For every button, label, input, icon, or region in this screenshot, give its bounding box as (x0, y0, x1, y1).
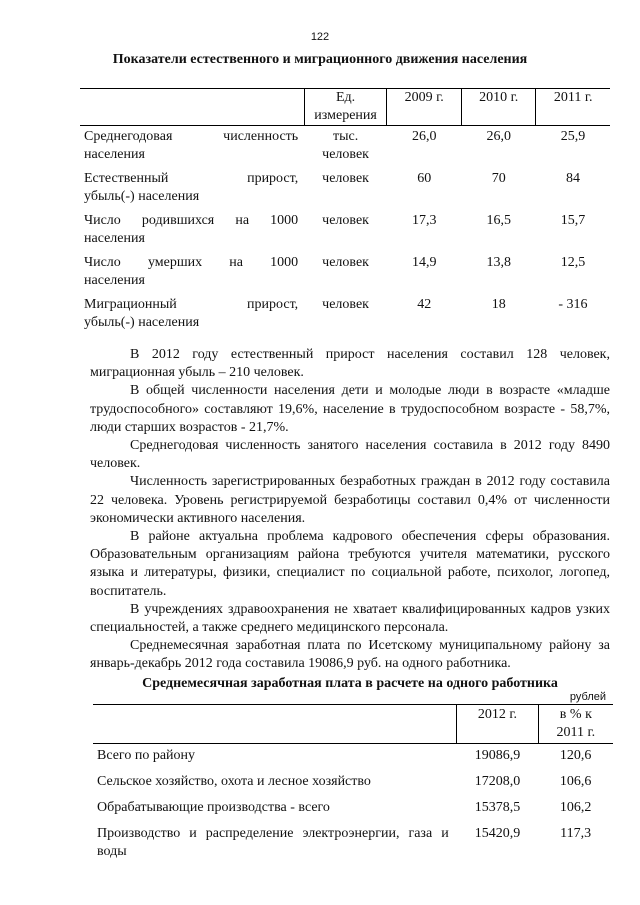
value-2010: 13,8 (486, 255, 511, 270)
row-unit (304, 126, 387, 169)
row-name: Обрабатывающие производства - всего (97, 800, 330, 815)
table-row (93, 744, 613, 771)
table-row (93, 770, 613, 796)
header-percent (538, 705, 613, 744)
row-unit-line1: человек (322, 297, 369, 312)
row-unit-line1: человек (322, 213, 369, 228)
header-2012: 2012 г. (457, 705, 539, 744)
row-name-line1: Число умерших на 1000 (84, 255, 299, 270)
value-2009: 42 (417, 297, 432, 312)
table-row (80, 126, 610, 169)
paragraph: Среднегодовая численность занятого населения составила в 2012 году 8490 человек. (90, 438, 610, 472)
row-unit-line1: человек (322, 255, 369, 270)
population-table (80, 88, 610, 336)
table-row (80, 210, 610, 252)
salary-table (93, 704, 613, 866)
value-2011: 15,7 (560, 213, 586, 228)
row-name-line2: населения (84, 273, 145, 288)
value-2012: 17208,0 (474, 774, 521, 789)
table-row (93, 822, 613, 866)
table-row (93, 796, 613, 822)
row-indicator (80, 294, 304, 336)
value-2012: 15420,9 (474, 826, 521, 841)
paragraph: В общей численности населения дети и молодые люди в возрасте «младше трудоспособного» составляют 19,6%, население в трудоспособном возрасте - 58,7%, люди старших возрастов - 21,7%. (90, 383, 610, 435)
row-name-line1: Естественный прирост, (84, 171, 299, 186)
row-unit-line1: человек (322, 171, 369, 186)
header-name (93, 705, 457, 744)
row-indicator (80, 252, 304, 294)
table-row (80, 252, 610, 294)
row-unit (304, 252, 387, 294)
header-percent-l2: 2011 г. (556, 725, 596, 740)
header-unit-l2: измерения (314, 108, 377, 123)
page-number: 122 (310, 31, 330, 43)
row-indicator (80, 210, 304, 252)
paragraph: В районе актуальна проблема кадрового обеспечения сферы образования. Образовательным организациям района требуются учителя математики, русского языка и литературы, физики, специалист по социальной работе, психолог, логопед, воспитатель. (90, 529, 610, 599)
paragraph: Численность зарегистрированных безработных граждан в 2012 году составила 22 человека. Уровень регистрируемой безработицы составил 0,4% от численности экономически активного населения. (90, 474, 610, 526)
value-2011: - 316 (558, 297, 588, 312)
row-name: Производство и распределение электроэнергии, газа и воды (97, 826, 449, 859)
value-percent: 106,6 (559, 774, 592, 789)
row-unit-line1: тыс. (332, 129, 359, 144)
row-unit (304, 210, 387, 252)
unit-note: рублей (569, 691, 606, 703)
row-name-line2: населения (84, 147, 145, 162)
header-2009: 2009 г. (387, 89, 462, 126)
value-2009: 17,3 (411, 213, 437, 228)
row-name-line2: населения (84, 231, 145, 246)
body-text (90, 346, 610, 674)
row-name-line1: Миграционный прирост, (84, 297, 299, 312)
row-name: Сельское хозяйство, охота и лесное хозяйство (97, 774, 371, 789)
value-2011: 25,9 (560, 129, 586, 144)
value-percent: 106,2 (559, 800, 592, 815)
value-percent: 117,3 (560, 826, 592, 841)
value-2011: 84 (565, 171, 580, 186)
value-2009: 60 (417, 171, 432, 186)
table1-title: Показатели естественного и миграционного движения населения (112, 52, 528, 67)
table-row (80, 294, 610, 336)
value-2010: 18 (491, 297, 506, 312)
table-row (80, 168, 610, 210)
row-indicator (80, 168, 304, 210)
value-2009: 26,0 (411, 129, 437, 144)
row-unit (304, 168, 387, 210)
row-name-line1: Число родившихся на 1000 (84, 213, 299, 228)
header-2010: 2010 г. (461, 89, 536, 126)
row-unit-line2: человек (322, 147, 369, 162)
value-2010: 16,5 (486, 213, 511, 228)
table1-header-row (80, 89, 610, 126)
value-percent: 120,6 (559, 748, 592, 763)
paragraph: В учреждениях здравоохранения не хватает квалифицированных кадров узких специальностей, а также среднего медицинского персонала. (90, 601, 610, 636)
paragraph: Среднемесячная заработная плата по Исетскому муниципальному району за январь-декабрь 2012 года составила 19086,9 руб. на одного работника. (90, 638, 610, 672)
row-name: Всего по району (97, 748, 196, 763)
value-2012: 15378,5 (474, 800, 521, 815)
table2-header-row (93, 705, 613, 744)
value-2012: 19086,9 (474, 748, 521, 763)
header-percent-l1: в % к (559, 707, 592, 722)
row-unit (304, 294, 387, 336)
row-name-line2: убыль(-) населения (84, 189, 200, 204)
row-name-line1: Среднегодовая численность (84, 129, 299, 144)
header-indicator (80, 89, 304, 126)
row-name-line2: убыль(-) населения (84, 315, 200, 330)
value-2010: 26,0 (486, 129, 511, 144)
header-unit-l1: Ед. (335, 90, 356, 105)
value-2009: 14,9 (411, 255, 437, 270)
value-2011: 12,5 (560, 255, 586, 270)
header-unit (304, 89, 387, 126)
table2-title: Среднемесячная заработная плата в расчете на одного работника (142, 676, 558, 691)
value-2010: 70 (491, 171, 506, 186)
row-indicator (80, 126, 304, 169)
paragraph: В 2012 году естественный прирост населения составил 128 человек, миграционная убыль – 210 человек. (90, 347, 610, 381)
header-2011: 2011 г. (536, 89, 610, 126)
